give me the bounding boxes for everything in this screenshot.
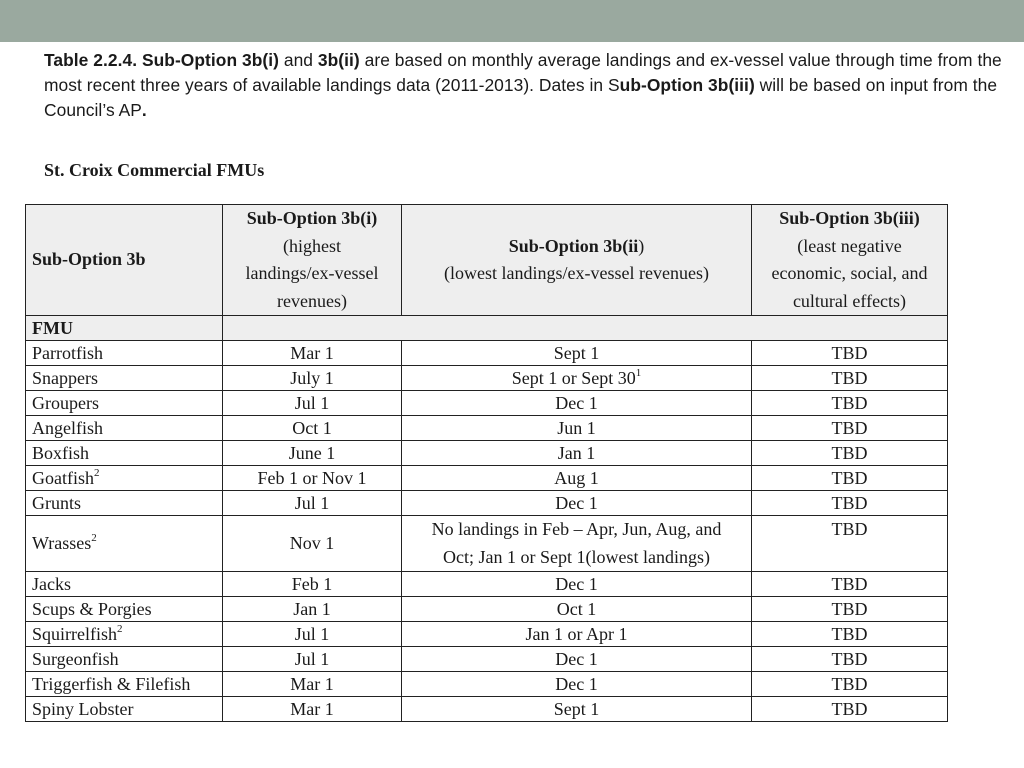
option-iii-date: TBD <box>752 622 948 647</box>
fmu-name: Boxfish <box>26 441 223 466</box>
caption-bold-3: ub-Option 3b(iii) <box>619 75 755 95</box>
fmu-name: Surgeonfish <box>26 647 223 672</box>
table-row <box>26 597 948 622</box>
table-row <box>26 366 948 391</box>
table-row <box>26 491 948 516</box>
header-sub-option-3b-ii: Sub-Option 3b(ii) (lowest landings/ex-vessel revenues) <box>402 205 752 316</box>
table-row <box>26 466 948 491</box>
table-row <box>26 416 948 441</box>
option-ii-date: Dec 1 <box>402 572 752 597</box>
table-row <box>26 391 948 416</box>
fmu-name: Scups & Porgies <box>26 597 223 622</box>
top-banner <box>0 0 1024 42</box>
table-row <box>26 672 948 697</box>
option-i-date: Mar 1 <box>223 341 402 366</box>
fmu-name: Wrasses$^2$ <box>26 516 223 572</box>
footnote-marker: 1 <box>635 367 642 379</box>
fmu-label-spacer <box>223 316 948 341</box>
fmu-label: FMU <box>26 316 223 341</box>
table-row <box>26 572 948 597</box>
table-caption <box>44 48 1004 123</box>
fmu-label-row <box>26 316 948 341</box>
option-iii-date: TBD <box>752 391 948 416</box>
option-iii-date: TBD <box>752 572 948 597</box>
option-i-date: Jul 1 <box>223 391 402 416</box>
option-i-date: Jul 1 <box>223 491 402 516</box>
table-row <box>26 697 948 722</box>
option-ii-date: Sept 1 <box>402 697 752 722</box>
option-ii-date: Dec 1 <box>402 491 752 516</box>
fmu-name: Snappers <box>26 366 223 391</box>
option-ii-date: Dec 1 <box>402 647 752 672</box>
option-iii-date: TBD <box>752 672 948 697</box>
option-iii-date: TBD <box>752 341 948 366</box>
option-ii-date: Jan 1 <box>402 441 752 466</box>
fmu-name: Parrotfish <box>26 341 223 366</box>
option-i-date: Jul 1 <box>223 622 402 647</box>
option-ii-date: Sept 1 or Sept $30^1$ <box>402 366 752 391</box>
option-iii-date: TBD <box>752 441 948 466</box>
caption-text-3: will be based on input from the Council’s AP <box>44 75 998 120</box>
table-row <box>26 647 948 672</box>
caption-end-period: . <box>141 100 147 120</box>
option-ii-date: Sept 1 <box>402 341 752 366</box>
option-i-date: Jul 1 <box>223 647 402 672</box>
fmu-name: Spiny Lobster <box>26 697 223 722</box>
fmu-name: Squirrelfish$^2$ <box>26 622 223 647</box>
footnote-marker: 2 <box>117 623 123 635</box>
option-ii-date: Jun 1 <box>402 416 752 441</box>
table-header-row <box>26 205 948 316</box>
option-i-date: Jan 1 <box>223 597 402 622</box>
fmu-table <box>25 204 948 722</box>
option-i-date: Nov 1 <box>223 516 402 572</box>
fmu-name: Angelfish <box>26 416 223 441</box>
fmu-name: Triggerfish & Filefish <box>26 672 223 697</box>
option-i-date: July 1 <box>223 366 402 391</box>
option-iii-date: TBD <box>752 597 948 622</box>
option-ii-date: Oct 1 <box>402 597 752 622</box>
fmu-name: Jacks <box>26 572 223 597</box>
table-row <box>26 441 948 466</box>
header-sub-option-3b-i: Sub-Option 3b(i) (highest landings/ex-vessel revenues) <box>223 205 402 316</box>
option-ii-date: Dec 1 <box>402 672 752 697</box>
option-i-date: Feb 1 <box>223 572 402 597</box>
option-ii-date: No landings in Feb – Apr, Jun, Aug, and Oct; Jan 1 or Sept 1(lowest landings) <box>402 516 752 572</box>
option-ii-date: Dec 1 <box>402 391 752 416</box>
option-iii-date: TBD <box>752 697 948 722</box>
option-iii-date: TBD <box>752 491 948 516</box>
table-row <box>26 341 948 366</box>
fmu-name: Goatfish$^2$ <box>26 466 223 491</box>
option-iii-date: TBD <box>752 366 948 391</box>
option-ii-date: Jan 1 or Apr 1 <box>402 622 752 647</box>
fmu-name: Groupers <box>26 391 223 416</box>
option-iii-date: TBD <box>752 466 948 491</box>
option-iii-date: TBD <box>752 516 948 572</box>
header-sub-option-3b-iii: Sub-Option 3b(iii) (least negative economic, social, and cultural effects) <box>752 205 948 316</box>
caption-table-label: Table 2.2.4. <box>44 50 138 70</box>
option-i-date: June 1 <box>223 441 402 466</box>
table-row <box>26 622 948 647</box>
option-ii-date: Aug 1 <box>402 466 752 491</box>
option-iii-date: TBD <box>752 416 948 441</box>
option-i-date: Oct 1 <box>223 416 402 441</box>
footnote-marker: 2 <box>91 531 97 544</box>
fmu-name: Grunts <box>26 491 223 516</box>
caption-text-2: are based on monthly average landings and ex-vessel value through time from the most recent three years of available landings data (2011-2013). Dates in S <box>44 50 1002 95</box>
table-row <box>26 516 948 572</box>
option-i-date: Mar 1 <box>223 697 402 722</box>
option-iii-date: TBD <box>752 647 948 672</box>
caption-text-1: and <box>278 50 318 70</box>
option-i-date: Feb 1 or Nov 1 <box>223 466 402 491</box>
caption-bold-2: 3b(ii) <box>317 50 360 70</box>
caption-bold-1: Sub-Option 3b(i) <box>141 50 279 70</box>
option-i-date: Mar 1 <box>223 672 402 697</box>
section-subtitle: St. Croix Commercial FMUs <box>44 160 265 180</box>
footnote-marker: 2 <box>94 467 100 479</box>
header-sub-option-3b: Sub-Option 3b <box>26 205 223 316</box>
